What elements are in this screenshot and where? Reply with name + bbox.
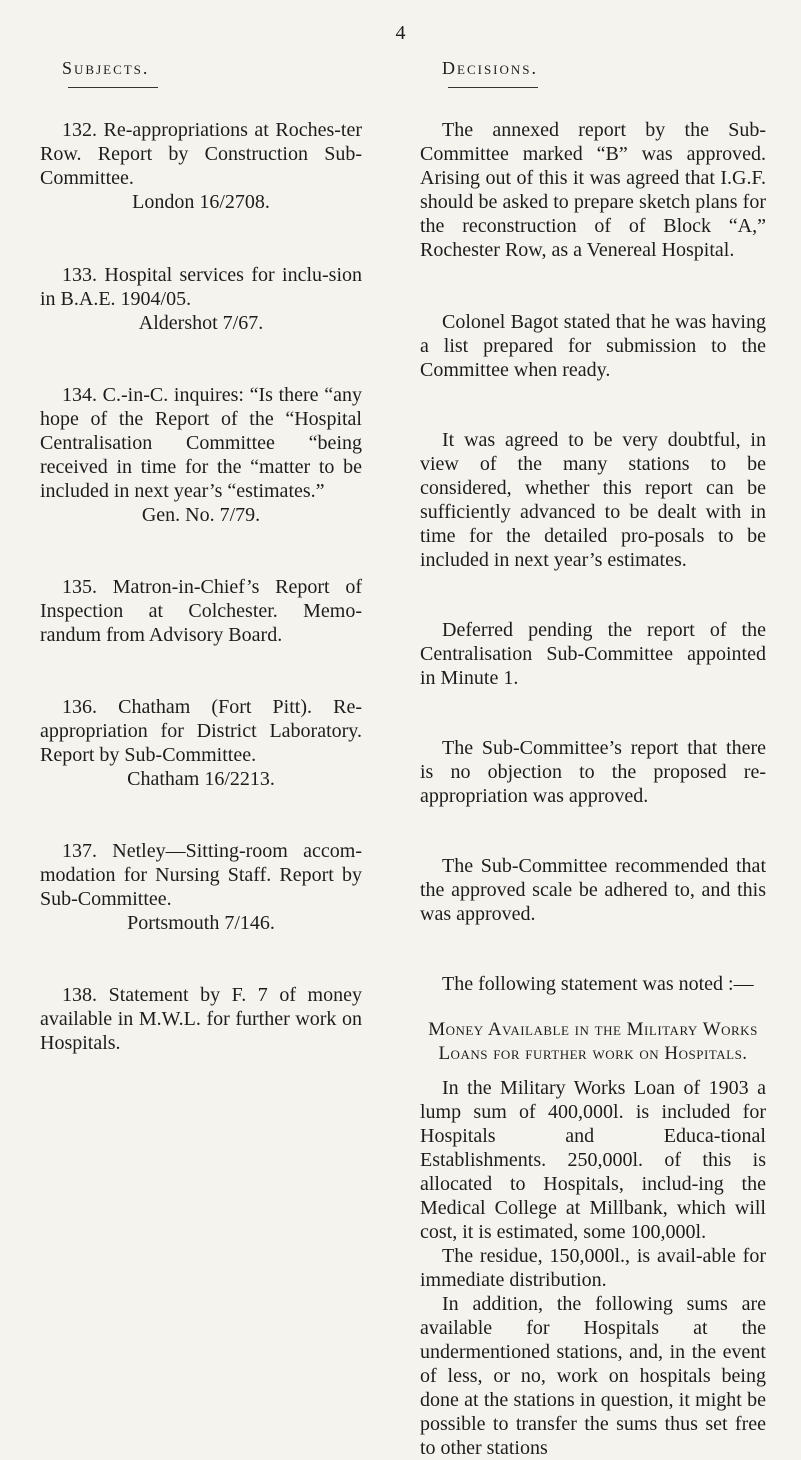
decision-135: Deferred pending the report of the Centralisation Sub-Committee appointed in Minute 1. [420, 619, 766, 689]
subjects-column [40, 58, 362, 1055]
decision-133: Colonel Bagot stated that he was having a list prepared for submission to the Committee when ready. [420, 311, 766, 381]
residue-paragraph: The residue, 150,000l., is avail-able for immediate distribution. [420, 1245, 766, 1291]
decisions-column [420, 58, 766, 1460]
decisions-rule [448, 87, 538, 88]
loan-paragraph: In the Military Works Loan of 1903 a lump sum of 400,000l. is included for Hospitals and Educa-tional Establishments. 250,000l. of this is allocated to Hospitals, includ-ing the Medical College at Millbank, which will cost, it is estimated, some 100,000l. [420, 1077, 766, 1243]
money-available-heading: Money Available in the Military Works Loans for further work on Hospitals. [428, 1019, 758, 1064]
subject-ref-133: Aldershot 7/67. [138, 312, 264, 334]
subject-item-133: 133. Hospital services for inclu-sion in B.A.E. 1904/05. [40, 264, 362, 310]
decision-134: It was agreed to be very doubtful, in view of the many stations to be considered, whether this report can be sufficiently advanced to be dealt with in time for the detailed pro-posals to be included in next year’s estimates. [420, 429, 766, 571]
subject-ref-134: Gen. No. 7/79. [141, 504, 261, 526]
decision-132: The annexed report by the Sub-Committee marked “B” was approved. Arising out of this it was agreed that I.G.F. should be asked to prepare sketch plans for the reconstruction of of Block “A,” Rochester Row, as a Venereal Hospital. [420, 119, 766, 261]
subject-item-132: 132. Re-appropriations at Roches-ter Row. Report by Construction Sub-Committee. [40, 119, 362, 189]
subject-ref-132: London 16/2708. [132, 191, 270, 213]
subjects-rule [68, 87, 158, 88]
subject-item-137: 137. Netley—Sitting-room accom-modation for Nursing Staff. Report by Sub-Committee. [40, 840, 362, 910]
subject-ref-136: Chatham 16/2213. [127, 768, 275, 790]
decision-138-intro: The following statement was noted :— [442, 973, 754, 995]
decision-137: The Sub-Committee recommended that the approved scale be adhered to, and this was approved. [420, 855, 766, 925]
subject-item-134: 134. C.-in-C. inquires: “Is there “any hope of the Report of the “Hospital Centralisation Committee “being received in time for the “matter to be included in next year’s “estimates.” [40, 384, 362, 502]
subject-item-138: 138. Statement by F. 7 of money available in M.W.L. for further work on Hospitals. [40, 984, 362, 1054]
subjects-heading: Subjects. [62, 58, 150, 78]
subject-item-135: 135. Matron-in-Chief’s Report of Inspection at Colchester. Memo-randum from Advisory Board. [40, 576, 362, 646]
page-number: 4 [395, 22, 406, 44]
decision-136: The Sub-Committee’s report that there is no objection to the proposed re-appropriation was approved. [420, 737, 766, 807]
subject-ref-137: Portsmouth 7/146. [127, 912, 275, 934]
decisions-heading: Decisions. [442, 58, 539, 78]
addition-paragraph: In addition, the following sums are available for Hospitals at the undermentioned stations, and, in the event of less, or no, work on hospitals being done at the stations in question, it might be possible to transfer the sums thus set free to other stations [420, 1293, 766, 1459]
subject-item-136: 136. Chatham (Fort Pitt). Re-appropriation for District Laboratory. Report by Sub-Committee. [40, 696, 362, 766]
